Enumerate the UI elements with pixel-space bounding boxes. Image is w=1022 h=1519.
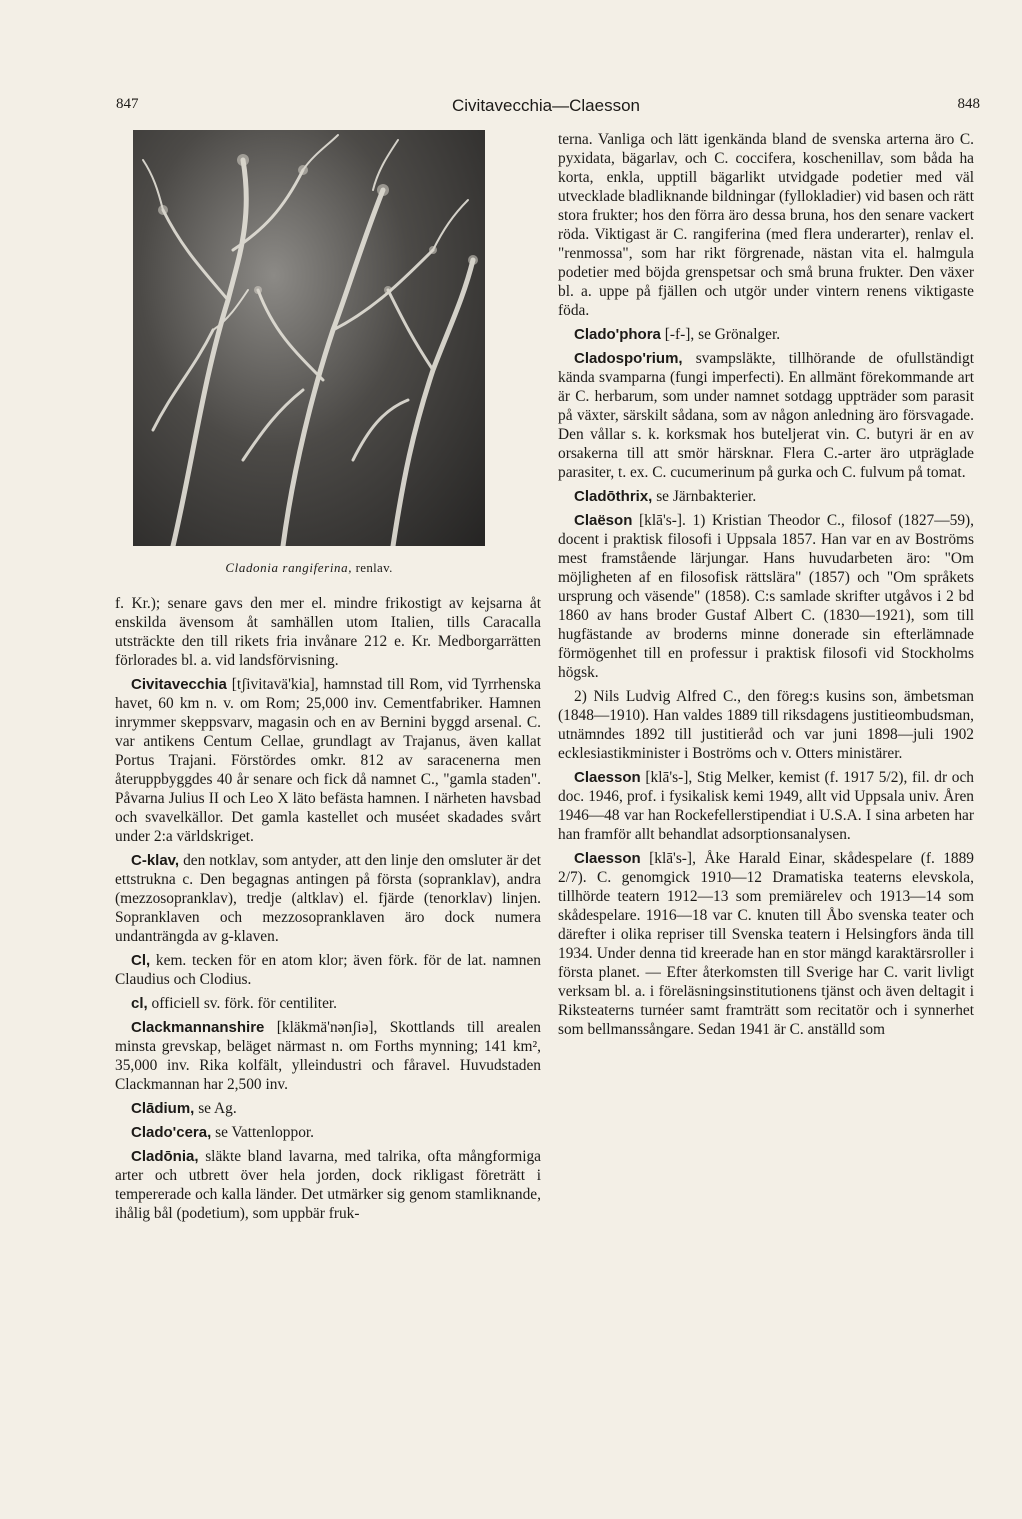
page-number-left: 847 bbox=[116, 96, 139, 112]
headword: Clado'cera, bbox=[131, 1124, 212, 1141]
page-header bbox=[112, 96, 980, 118]
headword: cl, bbox=[131, 995, 148, 1012]
figure-caption bbox=[133, 560, 485, 576]
running-title: Civitavecchia—Claesson bbox=[451, 96, 641, 115]
left-column bbox=[115, 130, 541, 1228]
right-column bbox=[558, 130, 974, 1044]
entry-claeson-2: 2) Nils Ludvig Alfred C., den föreg:s kusins son, ämbetsman (1848—1910). Han valdes 1889 till riksdagens justitieombudsman, utnämndes 1892 till justitieråd och var juni 1898—juli 1902 ecklesiastikminister i Boströms och v. Otters ministärer. bbox=[558, 688, 974, 762]
entry-cladium: Clādium, se Ag. bbox=[131, 1100, 237, 1117]
entry-cladonia: Cladōnia, släkte bland lavarna, med talrika, ofta mångformiga arter och utbrett över hela jorden, dock rikligast företrätt i tempererade och kalla länder. Det utmärker sig genom stamliknande, ihålig bål (podetium), som uppbär fruk- bbox=[115, 1148, 541, 1222]
lichen-photo bbox=[133, 130, 485, 546]
caption-common-name: renlav. bbox=[352, 560, 393, 575]
headword: Claëson bbox=[574, 512, 633, 529]
headword: Clādium, bbox=[131, 1100, 195, 1117]
headword: Cl, bbox=[131, 952, 151, 969]
entry-cladosporium: Cladospo'rium, svampsläkte, tillhörande de ofullständigt kända svamparna (fungi imperfecti). En allmänt förekommande art är C. herbarum, som under namnet sotdagg uppträder som parasit på växter, särskilt sådana, som av någon anledning äro försvagade. Den vållar s. k. korksmak hos buteljerat vin. C. butyri är en av orsakerna till att smör härsknar. Flera C.-arter äro utpräglade parasiter, t. ex. C. cucumerinum på gurka och C. fulvum på tomat. bbox=[558, 350, 974, 481]
entry-claesson-ake: Claesson [klā's-], Åke Harald Einar, skådespelare (f. 1889 2/7). C. genomgick 1910—12 Dramatiska teaterns elevskola, tillhörde teatern 1912—13 som premiärelev och 1913—14 som skådespelare. 1916—18 var C. knuten till Åbo svenska teater och därefter i olika repriser till Svenska teatern i Helsingfors ända till 1934. Under denna tid kreerade han en stor mängd karaktärsroller i första planet. — Efter återkomsten till Sverige har C. varit livligt verksam bl. a. i föreläsningsinstitutionens tjänst och även deltagit i Riksteaterns turnéer samt framträtt som recitatör och i synnerhet som bellmanssångare. Sedan 1941 är C. anställd som bbox=[558, 850, 974, 1038]
entry-cladothrix: Cladōthrix, se Järnbakterier. bbox=[574, 488, 757, 505]
headword: Claesson bbox=[574, 769, 641, 786]
headword: Clackmannanshire bbox=[131, 1019, 265, 1036]
entry-c-klav: C-klav, den notklav, som antyder, att den linje den omsluter är det ettstrukna c. Den begagnas antingen på första (sopranklav), andra (mezzosopranklav), tredje (altklav) el. fjärde (tenorklav) linjen. Sopranklaven och mezzosopranklaven äro dock numera undanträngda av g-klaven. bbox=[115, 852, 541, 945]
entry-cl-chem: Cl, kem. tecken för en atom klor; även förk. för de lat. namnen Claudius och Clodius. bbox=[115, 952, 541, 988]
entry-clackmannanshire: Clackmannanshire [kläkmä'nənʃiə], Skottlands till arealen minsta grevskap, beläget närmast n. om Forths mynning; 141 km², 35,000 inv. Rika kolfält, ylleindustri och fåravel. Huvudstaden Clackmannan har 2,500 inv. bbox=[115, 1019, 541, 1093]
page-number-right: 848 bbox=[957, 96, 980, 112]
headword: Clado'phora bbox=[574, 326, 661, 343]
headword: Cladōnia, bbox=[131, 1148, 199, 1165]
entry-claeson: Claëson [klā's-]. 1) Kristian Theodor C., filosof (1827—59), docent i praktisk filosofi i Uppsala 1857. Han var en av Boströms mest framstående lärjungar. Hans huvudarbeten äro: "Om möjligheten af en filosofisk rättslära" (1857) och "Om språkets ursprung och väsende" (1858). C:s samlade skrifter utgåvos i 2 bd 1860 av hans broder Gustaf Albert C. (1830—1921), som till hugfästande av broderns minne donerade sin efterlämnade förmögenhet till en professur i praktisk filosofi vid Stockholms högsk. bbox=[558, 512, 974, 681]
entry-continuation: f. Kr.); senare gavs den mer el. mindre frikostigt av kejsarna åt enskilda ävensom åt samhällen utom Italien, tills Caracalla utsträckte den till rikets fria invånare 212 e. Kr. Medborgarrätten förlorades bl. a. vid landsförvisning. bbox=[115, 595, 541, 669]
headword: Civitavecchia bbox=[131, 676, 227, 693]
headword: Cladōthrix, bbox=[574, 488, 653, 505]
headword: Claesson bbox=[574, 850, 641, 867]
entry-cladophora: Clado'phora [-f-], se Grönalger. bbox=[574, 326, 781, 343]
entry-claesson-stig: Claesson [klā's-], Stig Melker, kemist (f. 1917 5/2), fil. dr och doc. 1946, prof. i fysikalisk kemi 1949, allt vid Uppsala univ. Åren 1946—48 var han Rockefellerstipendiat i U.S.A. I sina arbeten har han framför allt behandlat adsorptionsanalysen. bbox=[558, 769, 974, 843]
entry-civitavecchia: Civitavecchia [tʃivitavä'kia], hamnstad till Rom, vid Tyrrhenska havet, 60 km n. v. om Rom; 25,000 inv. Cementfabriker. Hamnen inrymmer skeppsvarv, magasin och en av Bernini byggd arsenal. C. var antikens Centum Cellae, grundlagt av Trajanus, även kallat Portus Trajani. Förstördes omkr. 812 av saracenerna men återuppbyggdes 40 år senare och fick då namnet C., "gamla staden". Påvarna Julius II och Leo X läto befästa hamnen. I närheten havsbad och svavelkällor. Det gamla kastellet och muséet skadades svårt under 2:a världskriget. bbox=[115, 676, 541, 845]
entry-continuation: terna. Vanliga och lätt igenkända bland de svenska arterna äro C. pyxidata, bägarlav, och C. coccifera, koschenillav, som båda ha korta, enkla, upptill bägarlikt utvidgade podetier med väl utvecklade bladliknande bildningar (fyllokladier) vid basen och rätt stora frukter; hos den förra äro dessa bruna, hos den senare vackert röda. Viktigast är C. rangiferina (med flera underarter), renlav el. "renmossa", som har rikt förgrenade, nästan vita el. halmgula podetier med böjda grenspetsar och små bruna frukter. Den växer bl. a. uppe på fjällen och utgör under vintern renens viktigaste föda. bbox=[558, 131, 974, 319]
headword: C-klav, bbox=[131, 852, 180, 869]
figure bbox=[133, 130, 485, 576]
caption-species: Cladonia rangiferina, bbox=[225, 560, 353, 575]
headword: Cladospo'rium, bbox=[574, 350, 683, 367]
entry-cl-centiliter: cl, officiell sv. förk. för centiliter. bbox=[131, 995, 338, 1012]
lichen-illustration bbox=[133, 130, 485, 546]
entry-cladocera: Clado'cera, se Vattenloppor. bbox=[131, 1124, 315, 1141]
